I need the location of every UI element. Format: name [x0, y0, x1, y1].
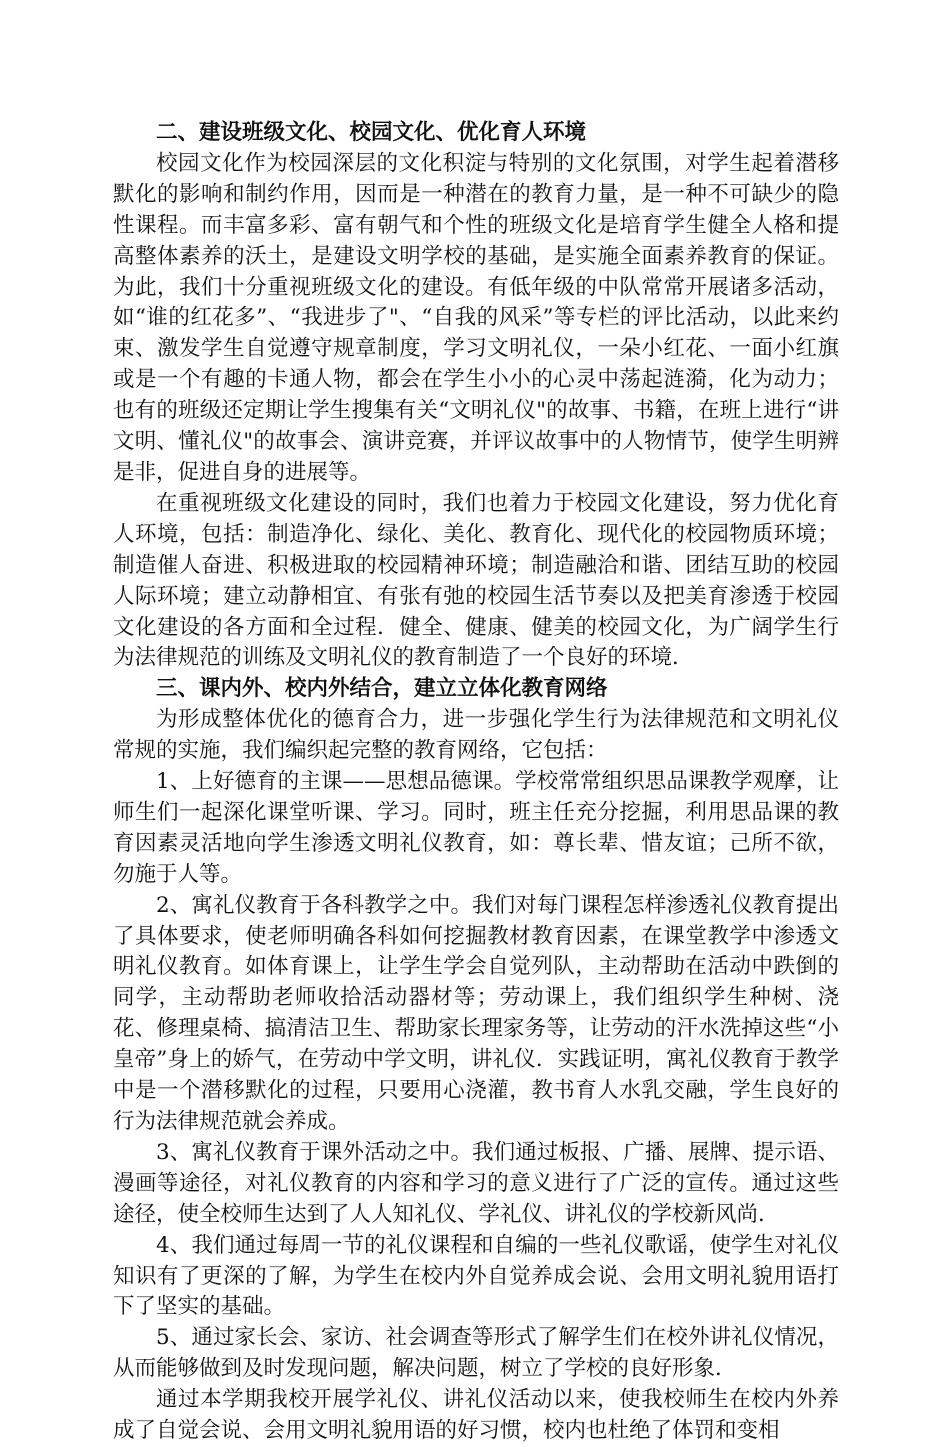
- section-heading-2: 二、建设班级文化、校园文化、优化育人环境: [156, 120, 587, 145]
- document-page: [113, 118, 839, 1447]
- paragraph: 3、寓礼仪教育于课外活动之中。我们通过板报、广播、展牌、提示语、漫画等途径，对礼仪教育的内容和学习的意义进行了广泛的宣传。通过这些途径，使全校师生达到了人人知礼仪、学礼仪、讲礼仪的学校新风尚．: [113, 1139, 839, 1227]
- paragraph: 校园文化作为校园深层的文化积淀与特别的文化氛围，对学生起着潜移默化的影响和制约作用，因而是一种潜在的教育力量，是一种不可缺少的隐性课程。而丰富多彩、富有朝气和个性的班级文化是培育学生健全人格和提高整体素养的沃土，是建设文明学校的基础，是实施全面素养教育的保证。为此，我们十分重视班级文化的建设。有低年级的中队常常开展诸多活动，如“谁的红花多”、“我进步了"、“自我的风采”等专栏的评比活动，以此来约束、激发学生自觉遵守规章制度，学习文明礼仪，一朵小红花、一面小红旗或是一个有趣的卡通人物，都会在学生小小的心灵中荡起涟漪，化为动力；也有的班级还定期让学生搜集有关“文明礼仪"的故事、书籍，在班上进行“讲文明、懂礼仪"的故事会、演讲竞赛，并评议故事中的人物情节，使学生明辨是非，促进自身的进展等。: [113, 150, 839, 485]
- paragraph: 4、我们通过每周一节的礼仪课程和自编的一些礼仪歌谣，使学生对礼仪知识有了更深的了解，为学生在校内外自觉养成会说、会用文明礼貌用语打下了坚实的基础。: [113, 1232, 839, 1320]
- paragraph: 2、寓礼仪教育于各科教学之中。我们对每门课程怎样渗透礼仪教育提出了具体要求，使老师明确各科如何挖掘教材教育因素，在课堂教学中渗透文明礼仪教育。如体育课上，让学生学会自觉列队，主动帮助在活动中跌倒的同学，主动帮助老师收拾活动器材等；劳动课上，我们组织学生种树、浇花、修理桌椅、搞清洁卫生、帮助家长理家务等，让劳动的汗水洗掉这些“小皇帝”身上的娇气，在劳动中学文明，讲礼仪．实践证明，寓礼仪教育于教学中是一个潜移默化的过程，只要用心浇灌，教书育人水乳交融，学生良好的行为法律规范就会养成。: [113, 892, 839, 1134]
- section-heading-3: 三、课内外、校内外结合，建立立体化教育网络: [156, 676, 608, 702]
- paragraph: 通过本学期我校开展学礼仪、讲礼仪活动以来，使我校师生在校内外养成了自觉会说、会用文明礼貌用语的好习惯，校内也杜绝了体罚和变相: [113, 1387, 839, 1444]
- paragraph: 5、通过家长会、家访、社会调查等形式了解学生们在校外讲礼仪情况，从而能够做到及时发现问题，解决问题，树立了学校的良好形象．: [113, 1325, 839, 1382]
- paragraph: 在重视班级文化建设的同时，我们也着力于校园文化建设，努力优化育人环境，包括：制造净化、绿化、美化、教育化、现代化的校园物质环境；制造催人奋进、积极进取的校园精神环境；制造融洽和谐、团结互助的校园人际环境；建立动静相宜、有张有弛的校园生活节奏以及把美育渗透于校园文化建设的各方面和全过程．健全、健康、健美的校园文化，为广阔学生行为法律规范的训练及文明礼仪的教育制造了一个良好的环境．: [113, 490, 839, 671]
- paragraph: 1、上好德育的主课——思想品德课。学校常常组织思品课教学观摩，让师生们一起深化课堂听课、学习。同时，班主任充分挖掘，利用思品课的教育因素灵活地向学生渗透文明礼仪教育，如：尊长辈、惜友谊；己所不欲，勿施于人等。: [113, 769, 839, 887]
- paragraph: 为形成整体优化的德育合力，进一步强化学生行为法律规范和文明礼仪常规的实施，我们编织起完整的教育网络，它包括：: [113, 707, 839, 764]
